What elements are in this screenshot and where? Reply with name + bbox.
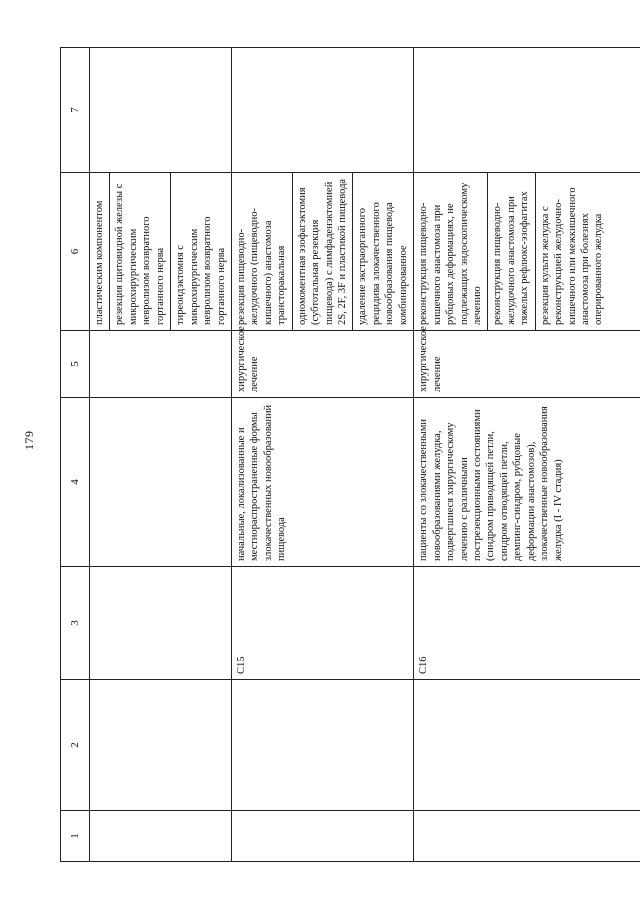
- column-header-5: 5: [61, 331, 90, 398]
- procedures-table-wrapper: [60, 48, 605, 862]
- column-header-6: 6: [61, 173, 90, 331]
- treatment-method-item: удаление экстраорганного рецидива злокачественного новообразования пищевода комбинированное: [357, 202, 409, 325]
- cell-treatment-methods: [231, 173, 413, 331]
- column-header-1: 1: [61, 811, 90, 862]
- cell-diagnosis-code: C16: [414, 567, 640, 680]
- treatment-method-item: резекция пищеводно-желудочного (пищеводно-кишечного) анастомоза трансторакальная: [232, 173, 293, 330]
- table-row: [231, 48, 413, 862]
- cell-treatment-methods: [90, 173, 232, 331]
- cell-diagnosis-code: C15: [231, 567, 413, 680]
- procedures-table: [60, 47, 640, 862]
- cell-col7: [90, 48, 232, 173]
- table-header-row: [61, 48, 90, 862]
- cell-col2: [414, 680, 640, 811]
- treatment-method-item: резекция щитовидной железы с микрохирургическим невролизом возвратного гортанного нерва: [110, 173, 171, 330]
- table-row: [90, 48, 232, 862]
- cell-col7: [231, 48, 413, 173]
- cell-col2: [231, 680, 413, 811]
- treatment-method-item: одномоментная эзофагэктомия (субтотальная резекция пищевода) с лимфаденэктомией 2S, 2F, 3F и пластикой пищевода: [293, 173, 354, 330]
- column-header-7: 7: [61, 48, 90, 173]
- treatment-method-item: резекция культи желудка с реконструкцией желудочно-кишечного или межкишечного анастомоза при болезнях оперированного желудка: [539, 187, 605, 325]
- page-number: 179: [22, 430, 36, 450]
- cell-col2: [90, 680, 232, 811]
- table-row: [414, 48, 640, 862]
- cell-treatment-type: хирургическое лечение: [414, 331, 640, 398]
- column-header-2: 2: [61, 680, 90, 811]
- cell-patient-model: начальные, локализованные и местнораспространенные формы злокачественных новообразований пищевода: [231, 398, 413, 567]
- cell-treatment-methods: [414, 173, 640, 331]
- treatment-method-item: реконструкция пищеводно-желудочного анастомоза при тяжелых рефлюкс-эзофагитах: [488, 173, 535, 330]
- treatment-method-item: тиреоидэктомия с микрохирургическим невролизом возвратного гортанного нерва: [175, 216, 227, 325]
- cell-patient-model: [90, 398, 232, 567]
- cell-col1: [414, 811, 640, 862]
- treatment-method-item: реконструкция пищеводно-кишечного анастомоза при рубцовых деформациях, не подлежащих эндоскопическому лечению: [414, 173, 488, 330]
- cell-diagnosis-code: [90, 567, 232, 680]
- cell-treatment-type: хирургическое лечение: [231, 331, 413, 398]
- column-header-4: 4: [61, 398, 90, 567]
- cell-treatment-type: [90, 331, 232, 398]
- column-header-3: 3: [61, 567, 90, 680]
- cell-col1: [90, 811, 232, 862]
- cell-patient-model: пациенты со злокачественными новообразованиями желудка, подвергшиеся хирургическому лечению с различными пострезекционными состояниями (синдром приводящей петли, синдром отводящей петли, демпинг-синдром, рубцовые деформации анастомозов), злокачественные новообразования желудка (I - IV стадия): [414, 398, 640, 567]
- cell-col1: [231, 811, 413, 862]
- treatment-method-item: пластическим компонентом: [90, 173, 110, 330]
- cell-col7: [414, 48, 640, 173]
